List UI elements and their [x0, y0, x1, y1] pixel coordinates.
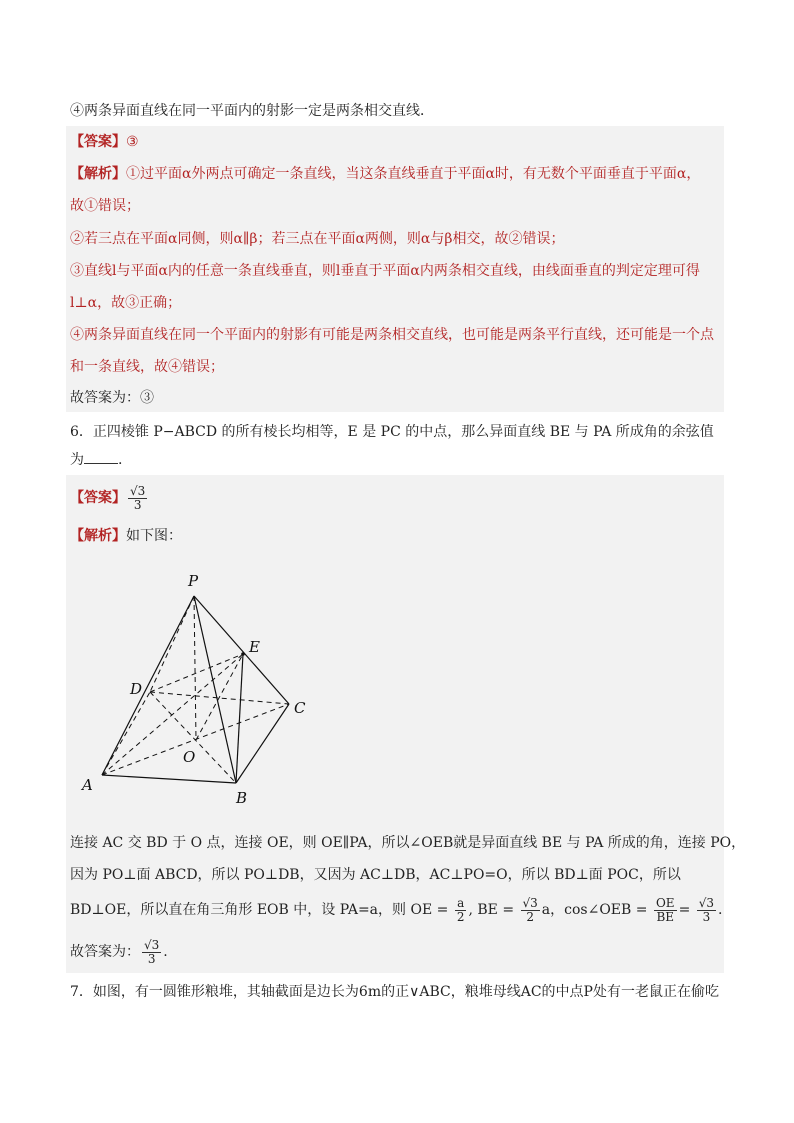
answer-fraction: $\frac{√3}{3}$: [130, 483, 146, 512]
edge-AD: [102, 692, 150, 775]
label-O: O: [183, 748, 196, 766]
q6-stem2-end: .: [118, 452, 123, 468]
label-D: D: [130, 680, 143, 698]
seg-AE: [102, 654, 243, 775]
cos-fraction: $\frac{OE}{BE}$: [655, 895, 675, 924]
answer-tag: 【答案】: [70, 490, 126, 506]
q6-answer-line: [70, 483, 149, 513]
q5-final-answer: 故答案为：③: [70, 390, 154, 406]
label-C: C: [294, 699, 306, 717]
diag-BD: [150, 692, 236, 783]
be-fraction: $\frac{√3}{2}$: [522, 895, 538, 924]
edge-PB: [194, 596, 236, 783]
pyramid-diagram: [66, 560, 336, 810]
label-A: A: [82, 776, 93, 794]
q6-solution-line2: 因为 PO⊥面 ABCD，所以 PO⊥DB，又因为 AC⊥DB，AC⊥PO=O，所以 BD⊥面 POC，所以: [70, 867, 681, 883]
analysis-tag: 【解析】: [70, 166, 126, 182]
edge-AB: [102, 775, 236, 783]
q6-stem-line2: [70, 450, 122, 470]
edge-PO: [194, 596, 196, 740]
analysis-tag: 【解析】: [70, 528, 126, 544]
label-B: B: [236, 789, 248, 807]
label-P: P: [188, 572, 199, 590]
label-E: E: [249, 638, 260, 656]
q5-analysis-line7: 和一条直线，故④错误；: [70, 359, 224, 375]
analysis-text: ①过平面α外两点可确定一条直线，当这条直线垂直于平面α时，有无数个平面垂直于平面α，: [126, 166, 701, 182]
answer-tag: 【答案】: [70, 134, 126, 150]
edge-PA: [102, 596, 194, 775]
q6-analysis-intro: [70, 526, 182, 546]
edge-PD: [150, 596, 194, 692]
q5-analysis-line2: 故①错误；: [70, 198, 140, 214]
q5-item4: ④两条异面直线在同一平面内的射影一定是两条相交直线．: [70, 103, 434, 119]
q6-solution-line1: 连接 AC 交 BD 于 O 点，连接 OE，则 OE∥PA，所以∠OEB就是异面直线 BE 与 PA 所成的角，连接 PO，: [70, 835, 746, 851]
seg-DE: [150, 654, 243, 692]
q6-final-answer: 故答案为： $\frac{√3}{3}$ .: [70, 937, 168, 966]
answer-blank: [84, 451, 118, 464]
q5-analysis-line1: [70, 164, 700, 184]
q5-analysis-line5: l⊥α，故③正确；: [70, 295, 182, 311]
q5-analysis-line4: ③直线l与平面α内的任意一条直线垂直，则l垂直于平面α内两条相交直线，由线面垂直的判定定理可得: [70, 263, 700, 279]
q6-stem2: 为: [70, 452, 84, 468]
edge-BC: [236, 704, 289, 783]
q5-answer-line: [70, 132, 139, 152]
q5-analysis-line3: ②若三点在平面α同侧，则α∥β；若三点在平面α两侧，则α与β相交，故②错误；: [70, 231, 565, 247]
final-fraction: $\frac{√3}{3}$: [144, 937, 160, 966]
result-fraction: $\frac{√3}{3}$: [698, 895, 715, 924]
q7-stem: 7．如图，有一圆锥形粮堆，其轴截面是边长为6m的正∨ABC，粮堆母线AC的中点P处有一老鼠正在偷吃: [70, 984, 719, 1000]
analysis-intro: 如下图：: [126, 528, 182, 544]
oe-fraction: $\frac{a}{2}$: [456, 895, 465, 924]
seg-OE: [196, 654, 243, 740]
q6-solution-line3: BD⊥OE，所以直在角三角形 EOB 中，设 PA=a，则 OE = $\frac{a}{2}$ , BE = $\frac{√3}{2}$ a，cos∠OEB = $\frac{OE}{BE}$ = $\frac{√3}{3}$ .: [70, 895, 723, 924]
q6-stem: 6．正四棱锥 P−ABCD 的所有棱长均相等，E 是 PC 的中点，那么异面直线 BE 与 PA 所成角的余弦值: [70, 424, 714, 440]
edge-BE: [236, 654, 243, 783]
q5-analysis-line6: ④两条异面直线在同一个平面内的射影有可能是两条相交直线，也可能是两条平行直线，还可能是一个点: [70, 327, 714, 343]
answer-value: ③: [126, 134, 139, 150]
